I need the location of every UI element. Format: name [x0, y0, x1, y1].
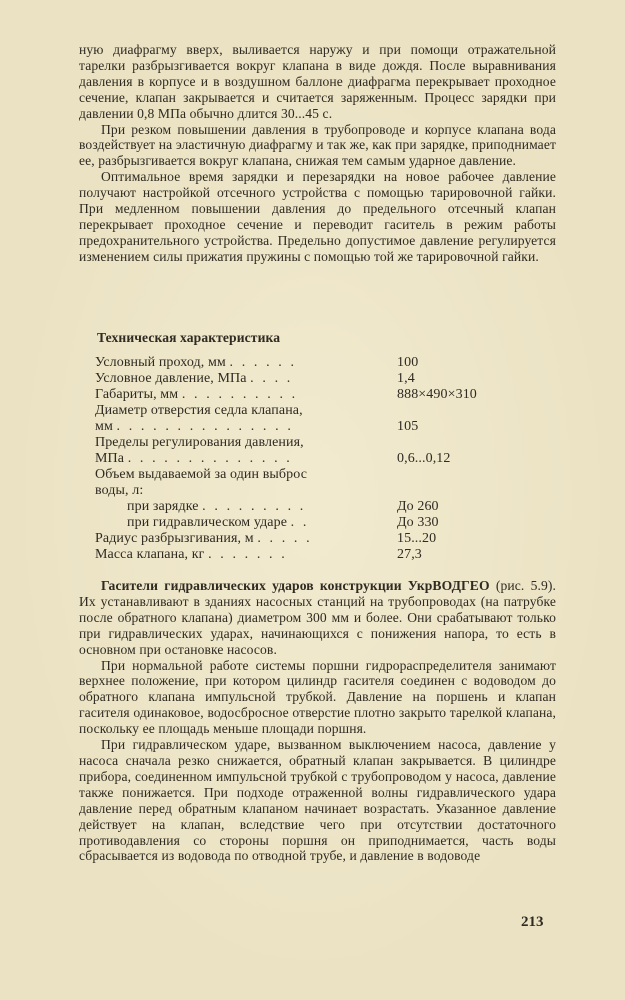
spec-dots: . . . . .	[257, 530, 313, 546]
spec-row	[79, 403, 556, 419]
spec-dots: . . . . . . . . . .	[181, 386, 298, 402]
spec-value: 105	[397, 418, 419, 434]
spec-label: Радиус разбрызгивания, м	[95, 530, 254, 546]
spec-label: Объем выдаваемой за один выброс	[95, 466, 308, 482]
spec-value: До 260	[397, 498, 439, 514]
spec-row	[79, 371, 556, 387]
spec-label: мм	[95, 418, 113, 434]
spec-label: при зарядке	[127, 498, 199, 514]
paragraph-hydro-intro-text: (рис. 5.9). Их устанавливают в зданиях насосных станций на трубопроводах (на патрубке после обратного клапана) диаметром 300 мм и более. Они срабатывают только при гидравлических ударах, начинающихся с понижения напора, то есть в основном при остановке насосов.	[79, 578, 556, 657]
spec-row	[79, 419, 556, 435]
spec-row	[79, 451, 556, 467]
spec-label: Пределы регулирования давления,	[95, 434, 304, 450]
spec-value: 888×490×310	[397, 386, 477, 402]
spec-row	[79, 467, 556, 483]
specs-title: Техническая характеристика	[97, 330, 281, 345]
spec-value: 1,4	[397, 370, 415, 386]
spec-dots: . . . . . .	[229, 354, 297, 370]
spec-row	[79, 515, 556, 531]
top-text-block	[79, 42, 556, 265]
spec-dots: . . . . . . . . .	[202, 498, 306, 514]
spec-dots: . .	[290, 514, 309, 530]
spec-value: 100	[397, 354, 419, 370]
paragraph-optimal-time: Оптимальное время зарядки и перезарядки на новое рабочее давление получают настройкой отсечного устройства с помощью тарировочной гайки. При медленном повышении давления до предельного отсечный клапан перекрывает проходное сечение и переводит гаситель в режим работы предохранительного устройства. Предельно допустимое давление регулируется изменением силы прижатия пружины с помощью той же тарировочной гайки.	[79, 169, 556, 264]
spec-value: 0,6...0,12	[397, 450, 451, 466]
section-heading: Гасители гидравлических ударов конструкции УкрВОДГЕО	[101, 578, 490, 593]
paragraph-hydro-intro	[79, 578, 556, 658]
technical-specs	[79, 330, 556, 563]
spec-value: 27,3	[397, 546, 422, 562]
paragraph-continuation: ную диафрагму вверх, выливается наружу и при помощи отражательной тарелки разбрызгивается вокруг клапана в виде дождя. После выравнивания давления в корпусе и в воздушном баллоне диафрагма перекрывает проходное сечение, клапан закрывается и считается заряженным. Процесс зарядки при давлении 0,8 МПа обычно длится 30...45 с.	[79, 42, 556, 121]
spec-label: воды, л:	[95, 482, 144, 498]
spec-dots: . . . . . . . . . . . . . .	[127, 450, 293, 466]
spec-row	[79, 435, 556, 451]
spec-label: Условный проход, мм	[95, 354, 226, 370]
spec-dots: . . . . . . .	[208, 546, 288, 562]
paragraph-hydraulic-shock: При гидравлическом ударе, вызванном выключением насоса, давление у насоса сначала резко снижается, обратный клапан закрывается. В цилиндре прибора, соединенном импульсной трубкой с трубопроводом у насоса, давление также понижается. При подходе отраженной волны гидравлического удара давление перед обратным клапаном начинает возрастать. Указанное давление действует на клапан, вследствие чего при отсутствии достаточного противодавления со стороны поршня он приподнимается, часть воды сбрасывается из водовода по отводной трубе, и давление в водоводе	[79, 737, 556, 864]
spec-label: Условное давление, МПа	[95, 370, 247, 386]
spec-label: Масса клапана, кг	[95, 546, 205, 562]
spec-row	[79, 499, 556, 515]
spec-label: Габариты, мм	[95, 386, 179, 402]
spec-dots: . . . .	[250, 370, 293, 386]
spec-value: До 330	[397, 514, 439, 530]
spec-value: 15...20	[397, 530, 437, 546]
spec-label: Диаметр отверстия седла клапана,	[95, 402, 303, 418]
spec-row	[79, 355, 556, 371]
spec-row	[79, 547, 556, 563]
spec-row	[79, 483, 556, 499]
paragraph-pressure-rise: При резком повышении давления в трубопроводе и корпусе клапана вода воздействует на эластичную диафрагму и так же, как при зарядке, приподнимает ее, разбрызгивается вокруг клапана, снижая тем самым ударное давление.	[79, 121, 556, 169]
spec-row	[79, 531, 556, 547]
spec-dots: . . . . . . . . . . . . . . .	[116, 418, 294, 434]
page-number: 213	[521, 914, 544, 930]
paragraph-normal-operation: При нормальной работе системы поршни гидрораспределителя занимают верхнее положение, при котором цилиндр гасителя соединен с водоводом до обратного клапана импульсной трубкой. Давление на поршень и клапан гасителя одинаковое, водосбросное отверстие плотно закрыто тарелкой клапана, поскольку ее площадь меньше площади поршня.	[79, 657, 556, 737]
spec-label: при гидравлическом ударе	[127, 514, 288, 530]
spec-row	[79, 387, 556, 403]
spec-label: МПа	[95, 450, 125, 466]
hydro-text-block	[79, 578, 556, 864]
